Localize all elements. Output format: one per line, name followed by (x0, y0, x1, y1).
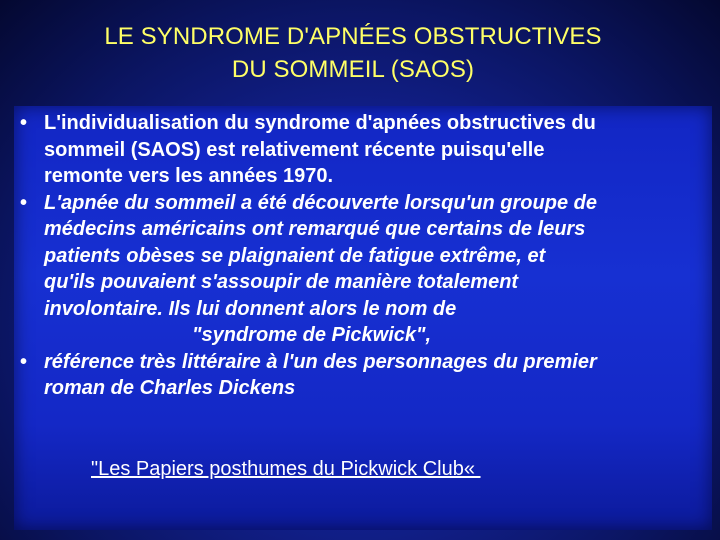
bullet-line: médecins américains ont remarqué que certains de leurs (44, 218, 586, 240)
bullet-line: qu'ils pouvaient s'assoupir de manière totalement (44, 271, 519, 293)
book-title-link[interactable]: "Les Papiers posthumes du Pickwick Club« (91, 458, 481, 480)
slide-title (0, 20, 706, 86)
bullet-line: référence très littéraire à l'un des personnages du premier (44, 350, 597, 373)
bullet-item-3 (18, 349, 718, 402)
bullet-line: remonte vers les années 1970. (44, 165, 334, 187)
bullet-dot: • (20, 112, 28, 134)
bullet-line: L'apnée du sommeil a été découverte lorsqu'un groupe de (44, 191, 597, 214)
bullet-dot: • (20, 191, 28, 214)
pickwick-syndrome-line: "syndrome de Pickwick", (192, 324, 432, 346)
bullet-item-2 (18, 190, 718, 349)
bullet-line: roman de Charles Dickens (44, 377, 296, 399)
bullet-dot: • (20, 350, 28, 373)
bullet-list (18, 110, 718, 402)
bullet-item-1 (18, 110, 718, 190)
bullet-line: involontaire. Ils lui donnent alors le nom de (44, 297, 457, 320)
bullet-line: patients obèses se plaignaient de fatigue extrême, et (44, 244, 546, 267)
title-line-2: DU SOMMEIL (SAOS) (231, 56, 475, 83)
title-line-1: LE SYNDROME D'APNÉES OBSTRUCTIVES (104, 23, 602, 50)
bullet-line: sommeil (SAOS) est relativement récente puisqu'elle (44, 138, 545, 161)
bullet-line: L'individualisation du syndrome d'apnées obstructives du (44, 112, 596, 134)
